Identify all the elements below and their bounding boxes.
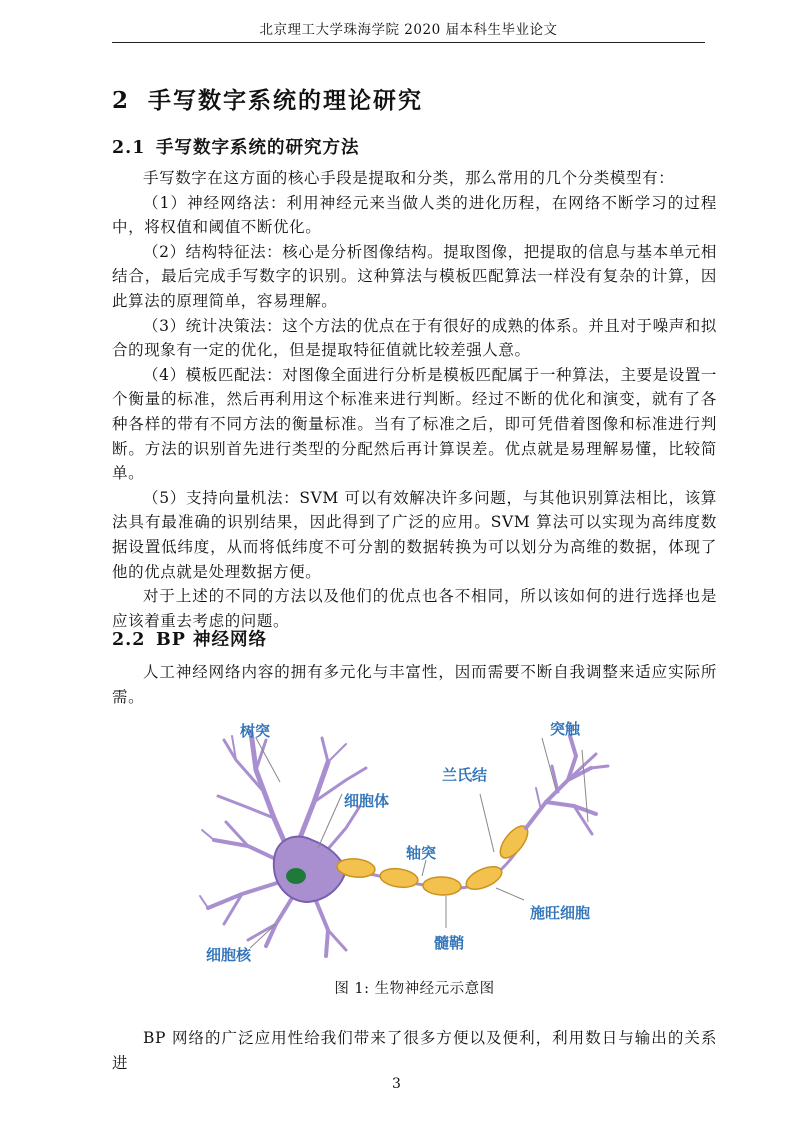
label-node-of-ranvier: 兰氏结 [442,766,488,784]
section-2-1-number: 2.1 [112,138,146,158]
running-header: 北京理工大学珠海学院 2020 届本科生毕业论文 [259,22,558,38]
chapter-title-text: 手写数字系统的理论研究 [148,87,423,114]
section-2-2-intro [112,660,717,709]
paragraph-structural-feature-method: （2）结构特征法：核心是分析图像结构。提取图像，把提取的信息与基本单元相结合，最后完成手写数字的识别。这种算法与模板匹配算法一样没有复杂的计算，因此算法的原理简单，容易理解。 [112,242,717,310]
paragraph-intro: 手写数字在这方面的核心手段是提取和分类，那么常用的几个分类模型有： [143,169,675,187]
paragraph-statistical-decision-method: （3）统计决策法：这个方法的优点在于有很好的成熟的体系。并且对于噪声和拟合的现象有一定的优化，但是提取特征值就比较差强人意。 [112,316,717,360]
section-2-2-title [112,626,267,651]
neuron-nucleus [286,868,306,884]
neuron-cell-body [274,837,346,902]
section-2-1-body [112,166,717,633]
label-dendrite: 树突 [240,722,271,740]
paragraph-conclusion: 对于上述的不同的方法以及他们的优点也各不相同，所以该如何的进行选择也是应该着重去考虑的问题。 [112,587,717,630]
paragraph-neural-network-method: （1）神经网络法：利用神经元来当做人类的进化历程，在网络不断学习的过程中，将权值和阈值不断优化。 [112,193,717,237]
section-2-2-title-text: BP 神经网络 [156,630,268,650]
header-rule [112,42,705,43]
paragraph-bp-intro: 人工神经网络内容的拥有多元化与丰富性，因而需要不断自我调整来适应实际所需。 [112,663,717,706]
neuron-figure [196,710,616,975]
paragraph-svm-method: （5）支持向量机法：SVM 可以有效解决许多问题，与其他识别算法相比，该算法具有最准确的识别结果，因此得到了广泛的应用。SVM 算法可以实现为高纬度数据设置低纬度，从而将低纬度不可分割的数据转换为可以划分为高维的数据，体现了他的优点就是处理数据方便。 [112,488,717,581]
label-nucleus: 细胞核 [206,946,252,964]
section-2-2-number: 2.2 [112,630,146,650]
label-schwann-cell: 施旺细胞 [530,904,591,922]
paragraph-bp-application: BP 网络的广泛应用性给我们带来了很多方便以及便利，利用数日与输出的关系进 [112,1029,717,1072]
label-cell-body: 细胞体 [344,792,390,810]
label-myelin: 髓鞘 [434,934,465,952]
section-2-1-title-text: 手写数字系统的研究方法 [156,138,360,158]
section-2-1-title [112,134,360,159]
page-number: 3 [392,1076,401,1092]
axon-terminal [526,736,608,834]
label-synapse: 突触 [550,720,581,738]
label-axon: 轴突 [406,844,437,862]
paragraph-template-matching-method: （4）模板匹配法：对图像全面进行分析是模板匹配属于一种算法，主要是设置一个衡量的标准，然后再利用这个标准来进行判断。经过不断的优化和演变，就有了各种各样的带有不同方法的衡量标准。当有了标准之后，即可凭借着图像和标准进行判断。方法的识别首先进行类型的分配然后再计算误差。优点就是易理解易懂，比较简单。 [112,365,717,483]
section-2-2-continued [112,1026,717,1075]
chapter-number: 2 [112,87,131,114]
figure-caption: 图 1: 生物神经元示意图 [334,981,495,997]
chapter-title [112,82,423,115]
